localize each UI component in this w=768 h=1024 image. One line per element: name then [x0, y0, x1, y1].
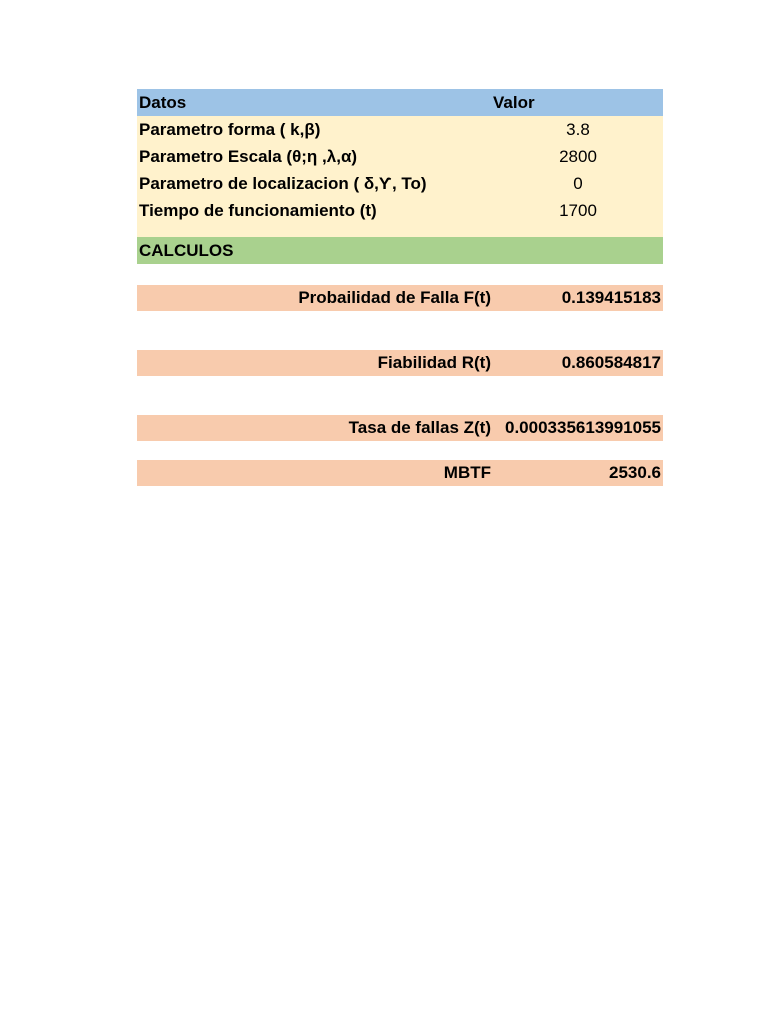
header-row [137, 89, 663, 116]
result-row-fiabilidad [137, 350, 663, 376]
result-label: Probailidad de Falla F(t) [298, 288, 491, 307]
spacer [137, 376, 663, 415]
param-row [137, 170, 663, 197]
calculos-section-header [137, 237, 663, 264]
param-label: Tiempo de funcionamiento (t) [139, 201, 377, 220]
empty-data-row [137, 224, 663, 237]
result-value: 0.860584817 [561, 353, 661, 372]
result-label: Tasa de fallas Z(t) [348, 418, 491, 437]
param-row [137, 143, 663, 170]
result-row-tasa [137, 415, 663, 441]
param-label: Parametro de localizacion ( δ,Ƴ, To) [139, 174, 427, 193]
result-value: 0.139415183 [561, 288, 661, 307]
result-label: Fiabilidad R(t) [377, 353, 491, 372]
param-value: 1700 [559, 201, 597, 220]
result-row-falla [137, 285, 663, 311]
spreadsheet [137, 89, 663, 486]
param-label: Parametro Escala (θ;η ,λ,α) [139, 147, 358, 166]
param-label: Parametro forma ( k,β) [139, 120, 321, 139]
param-row [137, 197, 663, 224]
header-datos: Datos [139, 93, 187, 112]
result-value: 0.000335613991055 [505, 418, 661, 437]
param-value: 2800 [559, 147, 597, 166]
spacer [137, 264, 663, 285]
param-row [137, 116, 663, 143]
spacer [137, 311, 663, 350]
result-row-mbtf [137, 460, 663, 486]
header-valor: Valor [493, 93, 535, 112]
spacer [137, 441, 663, 460]
result-label: MBTF [443, 463, 491, 482]
calculos-title: CALCULOS [139, 241, 234, 260]
param-value: 0 [573, 174, 583, 193]
param-value: 3.8 [566, 120, 590, 139]
result-value: 2530.6 [609, 463, 661, 482]
